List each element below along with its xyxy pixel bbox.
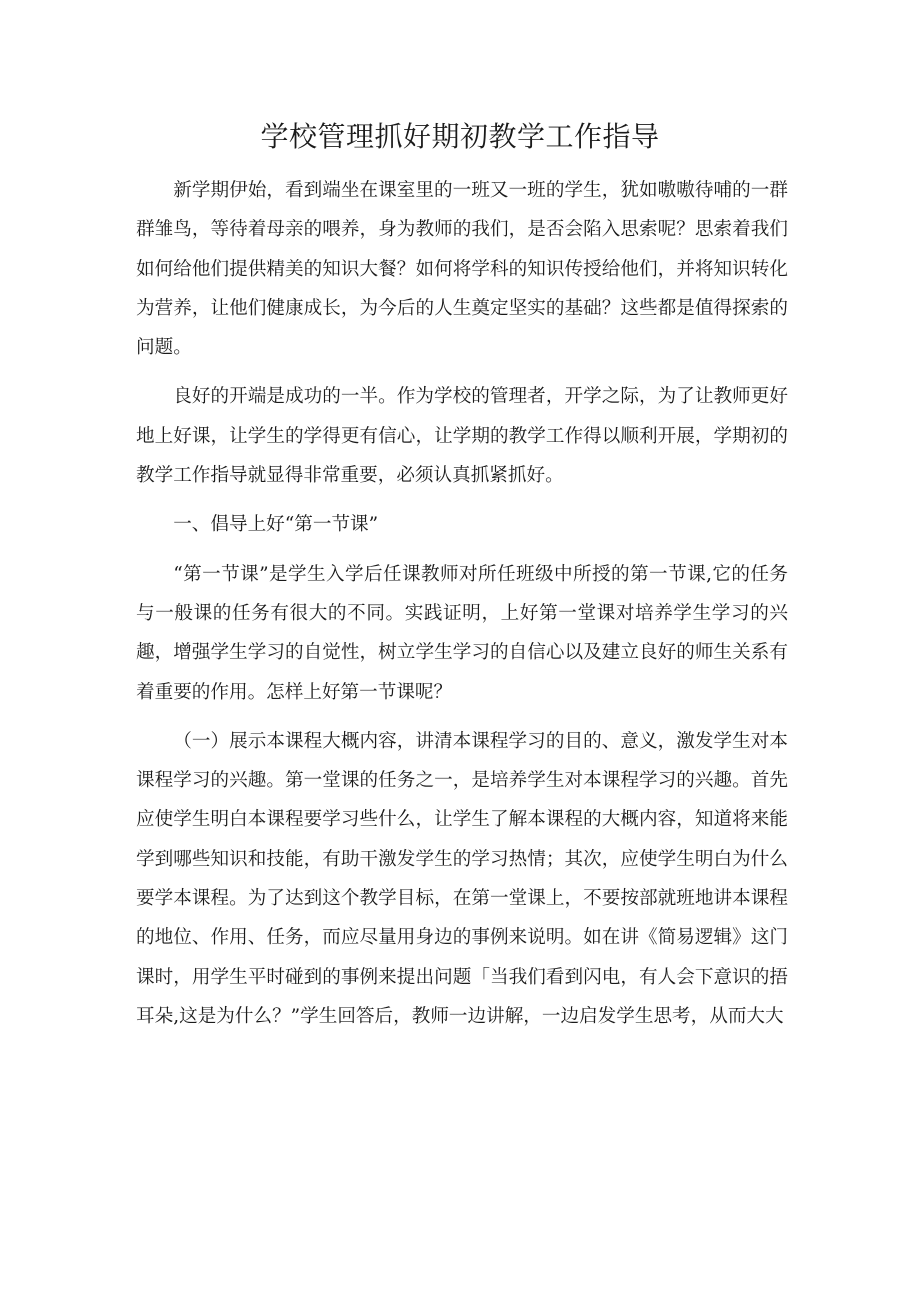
document-body <box>136 171 788 1036</box>
paragraph-intro: 新学期伊始，看到端坐在课室里的一班又一班的学生，犹如嗷嗷待哺的一群群雏鸟，等待着母亲的喂养，身为教师的我们，是否会陷入思索呢？思索着我们如何给他们提供精美的知识大餐？如何将学科的知识传授给他们，并将知识转化为营养，让他们健康成长，为今后的人生奠定坚实的基础？这些都是值得探索的问题。 <box>136 180 788 359</box>
paragraph-point-one: （一）展示本课程大概内容，讲清本课程学习的目的、意义，激发学生对本课程学习的兴趣。第一堂课的任务之一，是培养学生对本课程学习的兴趣。首先应使学生明白本课程要学习些什么，让学生了解本课程的大概内容，知道将来能学到哪些知识和技能，有助干激发学生的学习热情；其次，应使学生明白为什么要学本课程。为了达到这个教学目标，在第一堂课上，不要按部就班地讲本课程的地位、作用、任务，而应尽量用身边的事例来说明。如在讲《简易逻辑》这门课时，用学生平时碰到的事例来提出问题「当我们看到闪电，有人会下意识的捂耳朵,这是为什么？”学生回答后，教师一边讲解，一边启发学生思考，从而大大 <box>136 730 788 1027</box>
section-heading-first-lesson: 一、倡导上好“第一节课” <box>173 514 379 536</box>
paragraph-gap <box>136 545 788 555</box>
document-title: 学校管理抓好期初教学工作指导 <box>260 120 660 153</box>
paragraph-gap <box>136 495 788 505</box>
paragraph-gap <box>136 712 788 722</box>
paragraph-first-lesson: “第一节课”是学生入学后任课教师对所任班级中所授的第一节课,它的任务与一般课的任务有很大的不同。实践证明，上好第一堂课对培养学生学习的兴趣，增强学生学习的自觉性，树立学生学习的自信心以及建立良好的师生关系有着重要的作用。怎样上好第一节课呢？ <box>136 563 788 703</box>
paragraph-good-start: 良好的开端是成功的一半。作为学校的管理者，开学之际，为了让教师更好地上好课，让学生的学得更有信心，让学期的教学工作得以顺利开展，学期初的教学工作指导就显得非常重要，必须认真抓紧抓好。 <box>136 386 788 487</box>
paragraph-gap <box>136 367 788 377</box>
